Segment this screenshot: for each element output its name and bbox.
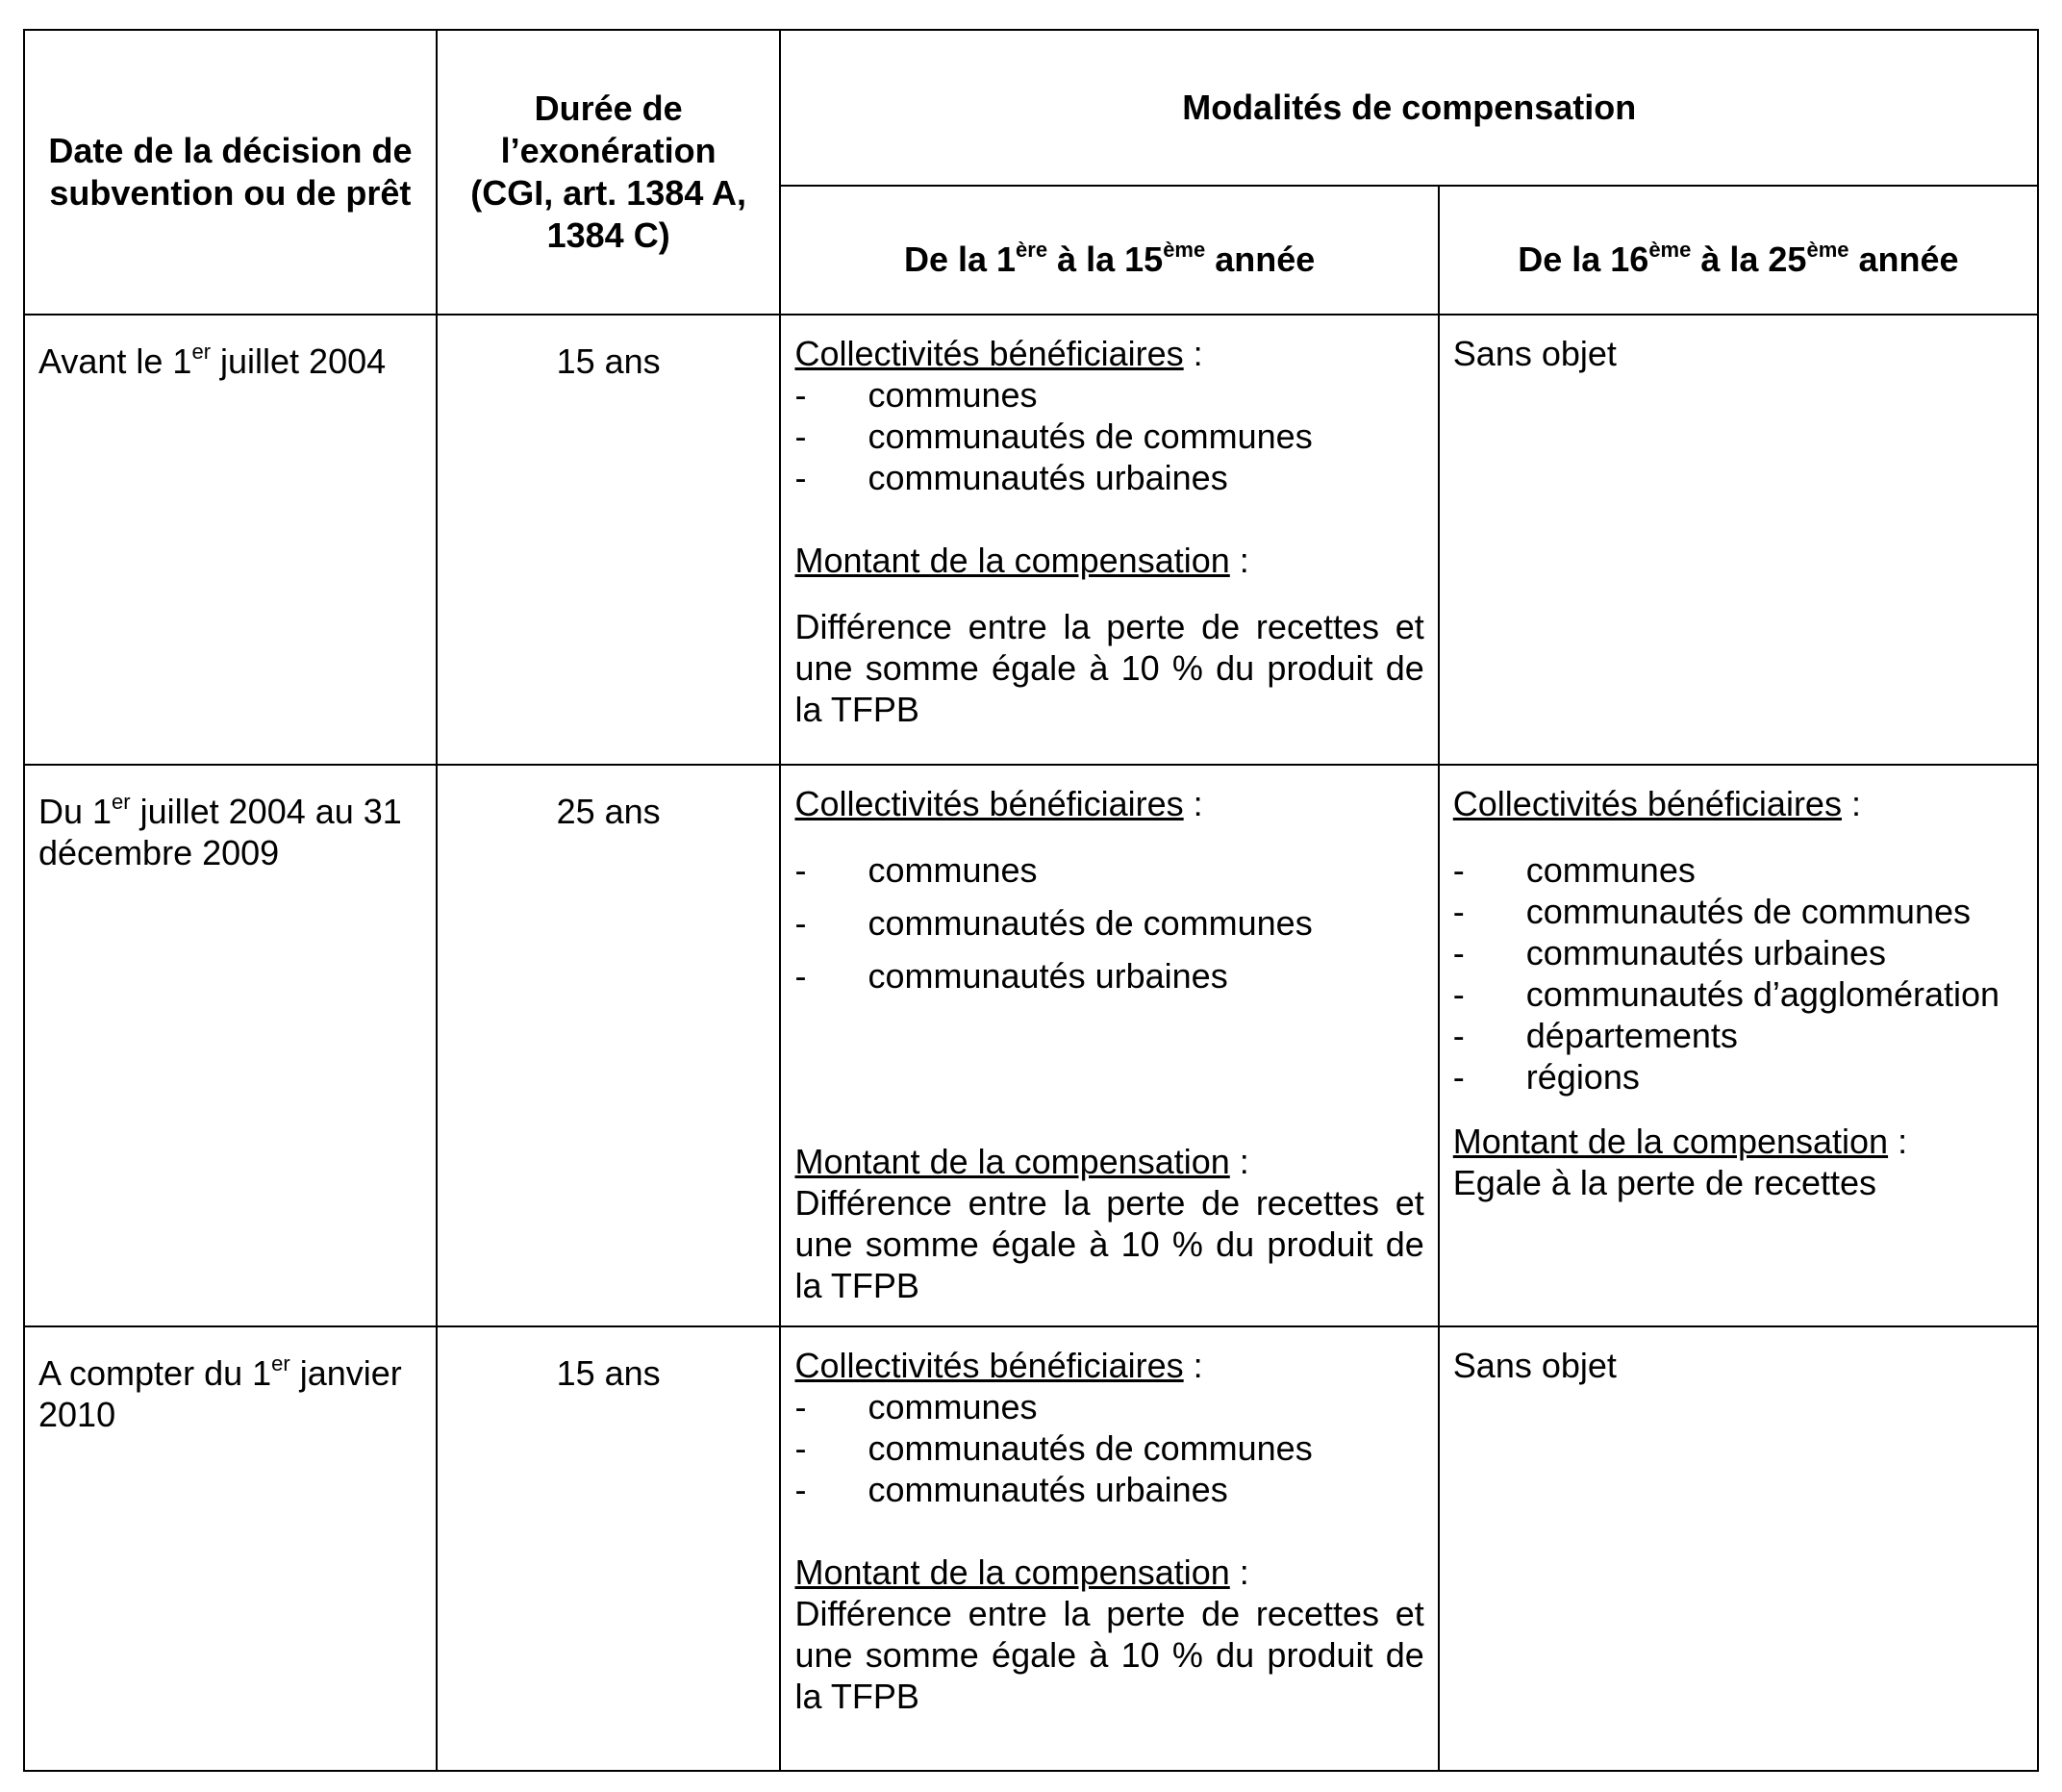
cell-date: Du 1er juillet 2004 au 31 décembre 2009 — [24, 765, 437, 1326]
table-row — [24, 1326, 2038, 1771]
beneficiaries-list — [1453, 849, 2024, 1098]
list-item: - communautés d’agglomération — [1452, 974, 2000, 1014]
list-dash: - — [794, 458, 807, 497]
header-years-16-25: De la 16ème à la 25ème année — [1439, 186, 2038, 315]
list-item: - régions — [1452, 1057, 1640, 1097]
list-dash: - — [794, 1387, 807, 1426]
cell-years-1-15: Collectivités bénéficiaires : - communes - communautés de communes - communautés urbaines Montant de la compensation : Différence entre la perte de recettes et une somme égale à 10 % du produit de la TFPB — [780, 315, 1438, 765]
list-dash: - — [1452, 974, 1465, 1014]
list-item: - communautés de communes — [1452, 892, 1971, 931]
header-duree: Durée de l’exonération (CGI, art. 1384 A, 1384 C) — [437, 30, 781, 315]
list-dash: - — [1452, 1057, 1465, 1097]
table-row — [24, 765, 2038, 1326]
cell-duree: 15 ans — [437, 315, 781, 765]
list-item: - communes — [1452, 850, 1696, 890]
cell-years-16-25: Sans objet — [1439, 315, 2038, 765]
list-item: - communes — [794, 850, 1038, 890]
list-item: - communes — [794, 375, 1038, 415]
cell-years-1-15: Collectivités bénéficiaires : - communes - communautés de communes - communautés urbaines Montant de la compensation : Différence entre la perte de recettes et une somme égale à 10 % du produit de la TFPB — [780, 1326, 1438, 1771]
cell-date: Avant le 1er juillet 2004 — [24, 315, 437, 765]
cell-duree: 25 ans — [437, 765, 781, 1326]
beneficiaries-list — [794, 849, 1423, 997]
cell-years-16-25: Collectivités bénéficiaires : - communes - communautés de communes - communautés urbaines - communautés d’agglomération - départements - régions Montant de la compensation : Egale à la perte de recettes — [1439, 765, 2038, 1326]
list-dash: - — [794, 416, 807, 456]
list-item: - communautés urbaines — [794, 1470, 1228, 1509]
list-dash: - — [1452, 850, 1465, 890]
beneficiaries-list — [794, 374, 1423, 498]
list-item: - communautés de communes — [794, 903, 1313, 943]
cell-years-16-25: Sans objet — [1439, 1326, 2038, 1771]
cell-duree: 15 ans — [437, 1326, 781, 1771]
compensation-table — [23, 29, 2039, 1772]
list-dash: - — [794, 1470, 807, 1509]
list-dash: - — [1452, 933, 1465, 972]
beneficiaries-list — [794, 1386, 1423, 1510]
list-dash: - — [794, 1428, 807, 1468]
list-dash: - — [1452, 1016, 1465, 1055]
list-dash: - — [794, 903, 807, 943]
header-date: Date de la décision de subvention ou de prêt — [24, 30, 437, 315]
list-item: - communautés urbaines — [794, 956, 1228, 996]
list-item: - communes — [794, 1387, 1038, 1426]
list-dash: - — [794, 850, 807, 890]
cell-date: A compter du 1er janvier 2010 — [24, 1326, 437, 1771]
list-item: - communautés de communes — [794, 416, 1313, 456]
header-years-1-15: De la 1ère à la 15ème année — [780, 186, 1438, 315]
list-dash: - — [794, 375, 807, 415]
list-item: - communautés urbaines — [794, 458, 1228, 497]
list-dash: - — [1452, 892, 1465, 931]
list-item: - communautés urbaines — [1452, 933, 1886, 972]
list-item: - départements — [1452, 1016, 1738, 1055]
table-row — [24, 315, 2038, 765]
cell-years-1-15: Collectivités bénéficiaires : - communes - communautés de communes - communautés urbaines Montant de la compensation : Différence entre la perte de recettes et une somme égale à 10 % du produit de la TFPB — [780, 765, 1438, 1326]
header-modalites: Modalités de compensation — [780, 30, 2038, 186]
list-item: - communautés de communes — [794, 1428, 1313, 1468]
list-dash: - — [794, 956, 807, 996]
